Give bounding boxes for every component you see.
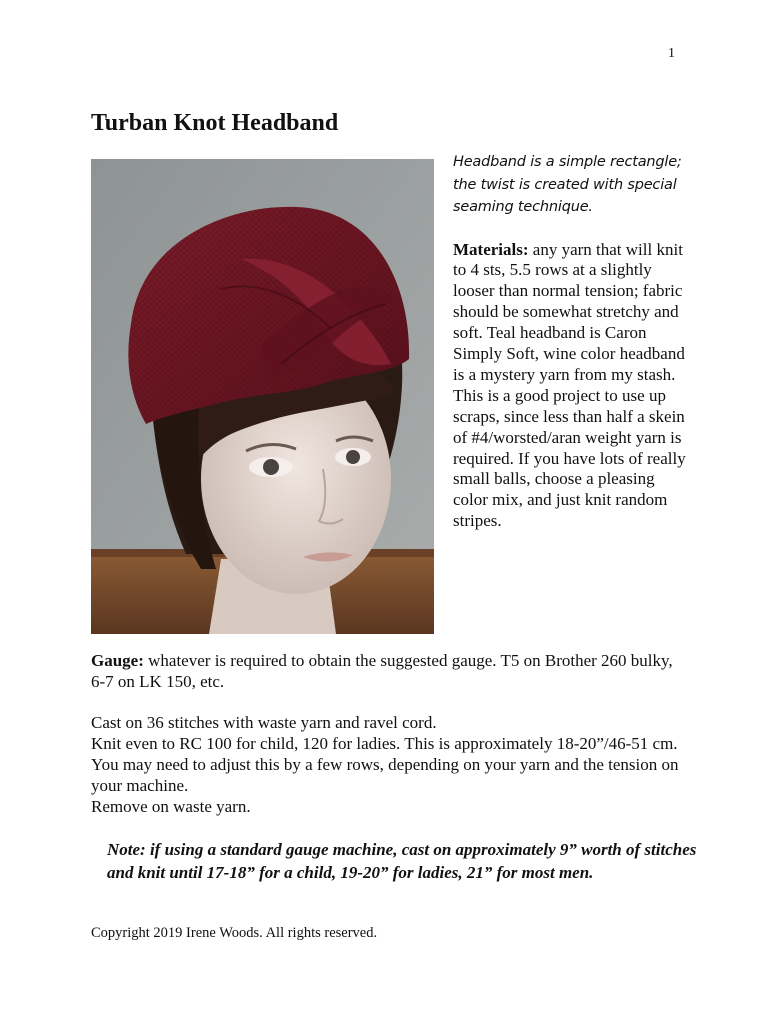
materials-paragraph [453, 240, 693, 533]
page-number: 1 [668, 46, 675, 61]
intro-text: Headband is a simple rectangle; the twist is created with special seaming technique. [453, 154, 682, 215]
headband-photo [91, 159, 434, 634]
note: Note: if using a standard gauge machine, cast on approximately 9” worth of stitches and knit until 17-18” for a child, 19-20” for ladies, 21” for most men. [107, 840, 697, 882]
materials-label: Materials: [453, 239, 529, 259]
gauge-text: whatever is required to obtain the suggested gauge. T5 on Brother 260 bulky, 6-7 on LK 150, etc. [91, 651, 673, 691]
copyright: Copyright 2019 Irene Woods. All rights reserved. [91, 925, 378, 941]
side-column [453, 151, 693, 532]
instruction-line: Remove on waste yarn. [91, 796, 251, 816]
instruction-line: Cast on 36 stitches with waste yarn and ravel cord. [91, 713, 437, 732]
instructions [91, 713, 691, 818]
gauge-paragraph [91, 651, 691, 693]
page-title: Turban Knot Headband [91, 110, 339, 136]
materials-text: any yarn that will knit to 4 sts, 5.5 rows at a slightly looser than normal tension; fabric should be somewhat stretchy and soft. Teal headband is Caron Simply Soft, wine color headband is a mystery yarn from my stash. This is a good project to use up scraps, since less than half a skein of #4/worsted/aran weight yarn is required. If you have lots of really small balls, choose a pleasing color mix, and just knit random stripes. [453, 239, 686, 531]
gauge-label: Gauge: [91, 651, 144, 670]
instruction-line: Knit even to RC 100 for child, 120 for ladies. This is approximately 18-20”/46-51 cm. You may need to adjust this by a few rows, depending on your yarn and the tension on your machine. [91, 733, 679, 795]
